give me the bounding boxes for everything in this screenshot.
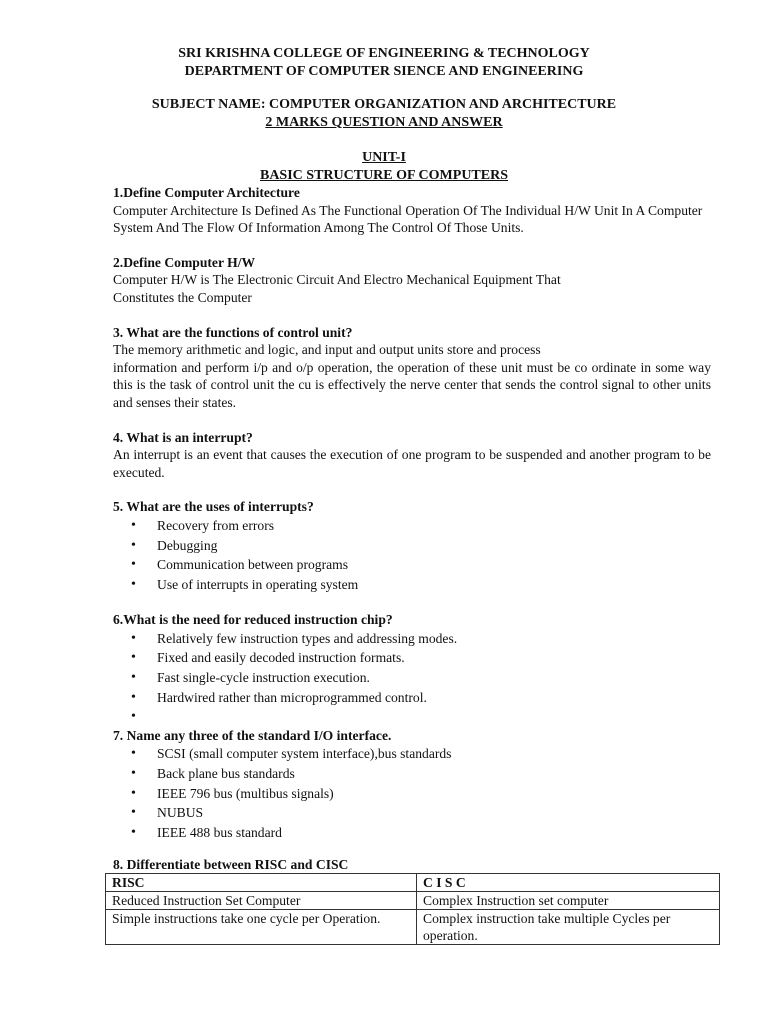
question-3-answer-line1: The memory arithmetic and logic, and input and output units store and process [113,342,541,358]
question-4-answer: An interrupt is an event that causes the execution of one program to be suspended and another program to be executed. [113,447,711,480]
unit-block [0,149,768,185]
question-8-title: 8. Differentiate between RISC and CISC [113,857,349,872]
list-item: • Communication between programs [157,555,711,575]
question-1-title: 1.Define Computer Architecture [113,185,300,200]
list-item: • Use of interrupts in operating system [157,575,711,595]
subject-block [0,96,768,132]
list-item: • IEEE 796 bus (multibus signals) [157,784,711,804]
unit-title: BASIC STRUCTURE OF COMPUTERS [259,168,508,183]
question-3-title: 3. What are the functions of control unit? [113,324,353,340]
list-item: • NUBUS [157,803,711,823]
risc-cisc-table [105,873,720,945]
list-item: • SCSI (small computer system interface),bus standards [157,744,711,764]
table-cell: Complex Instruction set computer [417,892,720,910]
question-7-title: 7. Name any three of the standard I/O interface. [113,727,392,743]
list-item: • Fixed and easily decoded instruction formats. [157,648,711,668]
question-5-title: 5. What are the uses of interrupts? [113,499,314,515]
list-item: • Recovery from errors [157,516,711,536]
table-header-row [106,874,720,892]
list-item: • IEEE 488 bus standard [157,823,711,843]
table-row [106,892,720,910]
list-item: • Relatively few instruction types and addressing modes. [157,629,711,649]
question-6-title: 6.What is the need for reduced instruction chip? [113,612,393,628]
table-header-risc: RISC [106,874,417,892]
list-item-empty [157,707,711,727]
table-cell: Simple instructions take one cycle per Operation. [106,910,417,945]
list-item: • Hardwired rather than microprogrammed control. [157,688,711,708]
question-3-answer-rest: information and perform i/p and o/p operation, the operation of these unit must be co ordinate in some way this is the task of control unit the cu is effectively the nerve center that sends the control signal to other units and senses their states. [113,359,711,410]
question-5-list [113,516,711,594]
question-2-answer-line1: Computer H/W is The Electronic Circuit And Electro Mechanical Equipment That [113,272,561,288]
table-header-cisc: C I S C [417,874,720,892]
question-7-list [113,744,711,842]
question-6-list [113,629,711,727]
table-row [106,910,720,945]
table-cell: Reduced Instruction Set Computer [106,892,417,910]
question-1-answer: Computer Architecture Is Defined As The Functional Operation Of The Individual H/W Unit In A Computer System And The Flow Of Information Among The Control Of Those Units. [113,202,703,236]
unit-number: UNIT-I [362,150,406,165]
header-block [0,45,768,81]
list-item: • Fast single-cycle instruction execution. [157,668,711,688]
college-name: SRI KRISHNA COLLEGE OF ENGINEERING & TECHNOLOGY [178,46,590,61]
question-2-answer-line2: Constitutes the Computer [113,289,252,305]
list-item: • Debugging [157,536,711,556]
document-type: 2 MARKS QUESTION AND ANSWER [265,115,503,130]
questions-content [113,184,711,842]
question-4-title: 4. What is an interrupt? [113,429,253,445]
department-name: DEPARTMENT OF COMPUTER SIENCE AND ENGINEERING [184,64,584,79]
question-2-title: 2.Define Computer H/W [113,254,256,270]
list-item: • Back plane bus standards [157,764,711,784]
table-cell: Complex instruction take multiple Cycles per operation. [417,910,720,945]
subject-name: SUBJECT NAME: COMPUTER ORGANIZATION AND ARCHITECTURE [151,97,617,112]
